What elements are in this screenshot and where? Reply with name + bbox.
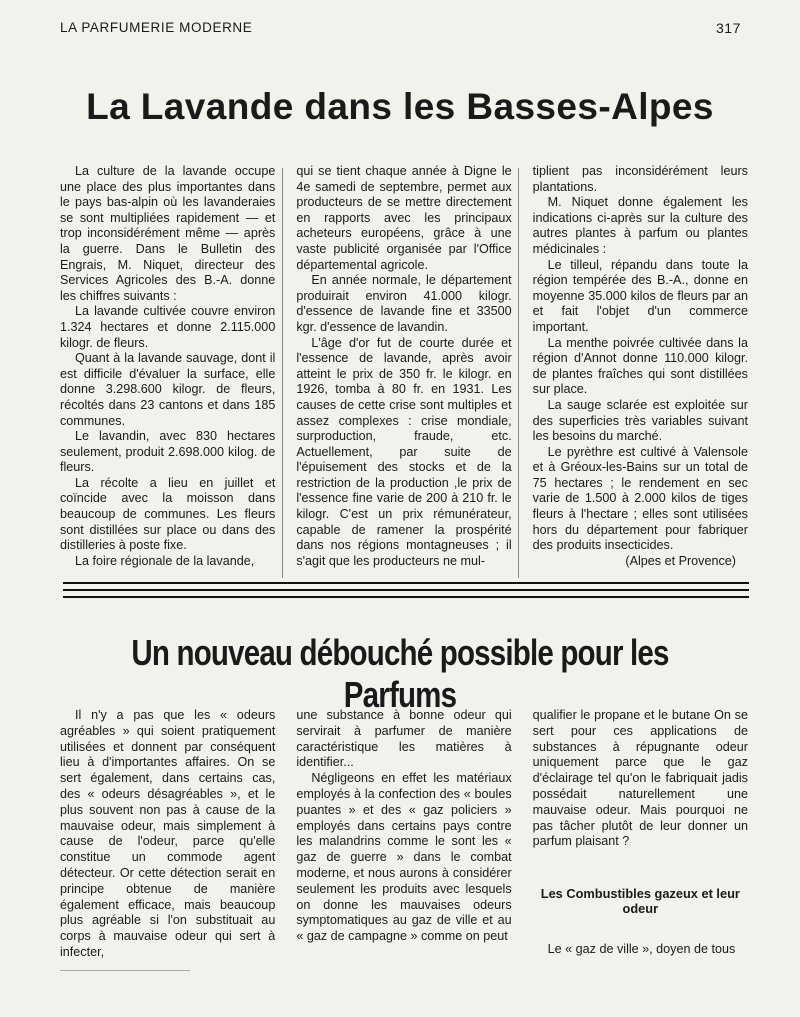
section-rule <box>63 589 749 591</box>
paragraph-continued: une substance à bonne odeur qui servirait à parfumer de manière caractéristique les matières à identifier... <box>296 708 512 770</box>
footer-rule <box>60 970 190 971</box>
article2-title: Un nouveau débouché possible pour les Parfums <box>131 632 669 715</box>
page-number: 317 <box>716 20 741 36</box>
paragraph: La foire régionale de la lavande, <box>75 553 255 568</box>
paragraph: Le lavandin, avec 830 hectares seulement, produit 2.698.000 kilog. de fleurs. <box>60 429 276 475</box>
article2-column-2 <box>296 708 511 961</box>
article2-column-3 <box>533 708 748 961</box>
running-head: LA PARFUMERIE MODERNE <box>60 20 253 35</box>
article1-title: La Lavande dans les Basses-Alpes <box>86 86 714 127</box>
article2-column-1 <box>60 708 275 961</box>
section-rule <box>63 596 749 598</box>
paragraph: La culture de la lavande occupe une place des plus importantes dans le pays bas-alpin où les lavanderaies se sont multipliées rapidement — et trop inconsidérément même — après la guerre. Dans le Bulletin des Engrais, M. Niquet, directeur des Services Agricoles des B.-A. donne les chiffres suivants : <box>60 164 276 303</box>
source-credit: (Alpes et Provence) <box>625 553 736 568</box>
article1-body <box>60 164 748 569</box>
paragraph: La lavande cultivée couvre environ 1.324 hectares et donne 2.115.000 kilogr. de fleurs. <box>60 304 276 350</box>
paragraph: Négligeons en effet les matériaux employés à la confection des « boules puantes » et des « gaz policiers » employés dans certains pays contre les malandrins comme le sont les « gaz de guerre » dans le combat moderne, et nous aurons à considérer seulement les produits avec lesquels on donne les mauvaises odeurs symptomatiques au gaz de ville et au « gaz de campagne » comme on peut <box>296 771 512 944</box>
paragraph: Il n'y a pas que les « odeurs agréables » qui soient pratiquement utilisées et donnent par conséquent lieu à d'importantes affaires. On se sert également, dans certains cas, des « odeurs désagréables », et le plus souvent non pas à cause de la mauvaise odeur, mais simplement à cause de l'odeur, parce qu'elle constitue un commode agent détecteur. Or cette détection serait en principe obtenue de manière également efficace, mais beaucoup plus agréable si l'on substituait au corps à mauvaise odeur qui sert à infecter, <box>60 708 276 959</box>
paragraph: Quant à la lavande sauvage, dont il est difficile d'évaluer la surface, elle donne 3.298.600 kilogr. de fleurs, récoltés dans 23 cantons et dans 185 communes. <box>60 351 276 428</box>
article1-column-3 <box>533 164 748 569</box>
column-divider <box>518 168 519 578</box>
paragraph-continued: tiplient pas inconsidérément leurs plantations. <box>532 164 748 194</box>
paragraph-continued: qui se tient chaque année à Digne le 4e samedi de septembre, permet aux producteurs de se mettre directement en rapports avec les principaux acheteurs européens, grâce à une vaste publicité organisée par l'Office départemental agricole. <box>296 164 512 272</box>
column-divider <box>282 168 283 578</box>
paragraph: La sauge sclarée est exploitée sur des superficies très variables suivant les besoins du marché. <box>532 397 748 444</box>
paragraph: M. Niquet donne également les indications ci-après sur la culture des autres plantes à parfum ou plantes médicinales : <box>532 195 748 256</box>
section-rule <box>63 582 749 584</box>
paragraph: Le pyrèthre est cultivé à Valensole et à Gréoux-les-Bains sur un total de 75 hectares ; le rendement en sec varie de 1.500 à 2.000 kilos de tiges fleurs à l'hectare ; elles sont utilisées hors du département pour fabriquer des produits insecticides. <box>532 444 748 553</box>
paragraph: Le tilleul, répandu dans toute la région tempérée des B.-A., donne en moyenne 35.000 kilos de fleurs par an et fait l'objet d'un commerce important. <box>532 257 748 334</box>
subheading: Les Combustibles gazeux et leur odeur <box>540 886 740 917</box>
paragraph: L'âge d'or fut de courte durée et l'essence de lavande, après avoir atteint le prix de 350 fr. le kilogr. en 1926, tomba à 80 fr. en 1931. Les causes de cette crise sont multiples et assez complexes : crise mondiale, surproduction, fraude, etc. Actuellement, par suite de l'épuisement des stocks et de la restriction de la production ,le prix de l'essence fine varie de 200 à 210 fr. le kilogr. C'est un prix rémunérateur, capable de ramener la prospérité dans nos régions montagneuses ; il s'agit que les producteurs ne mul- <box>296 335 512 568</box>
paragraph: La récolte a lieu en juillet et coïncide avec la moisson dans beaucoup de communes. Les fleurs sont distillées sur place ou dans des distilleries à poste fixe. <box>60 475 276 553</box>
paragraph: La menthe poivrée cultivée dans la région d'Annot donne 110.000 kilogr. de plantes fraîches qui sont distillées sur place. <box>532 335 748 397</box>
article1-column-1 <box>60 164 275 569</box>
paragraph: En année normale, le département produirait environ 41.000 kilogr. d'essence de lavande fine et 33500 kgr. d'essence de lavandin. <box>296 273 512 334</box>
paragraph-continued: qualifier le propane et le butane On se sert pour ces applications de substances à répugnante odeur uniquement parce que le gaz d'éclairage tel qu'on le fabriquait jadis possédait naturellement une mauvaise odeur. Mais pourquoi ne pas tâcher plutôt de leur donner un parfum plaisant ? <box>532 708 748 849</box>
article2-body <box>60 708 748 961</box>
article1-column-2 <box>296 164 511 569</box>
paragraph: Le « gaz de ville », doyen de tous <box>547 942 736 957</box>
